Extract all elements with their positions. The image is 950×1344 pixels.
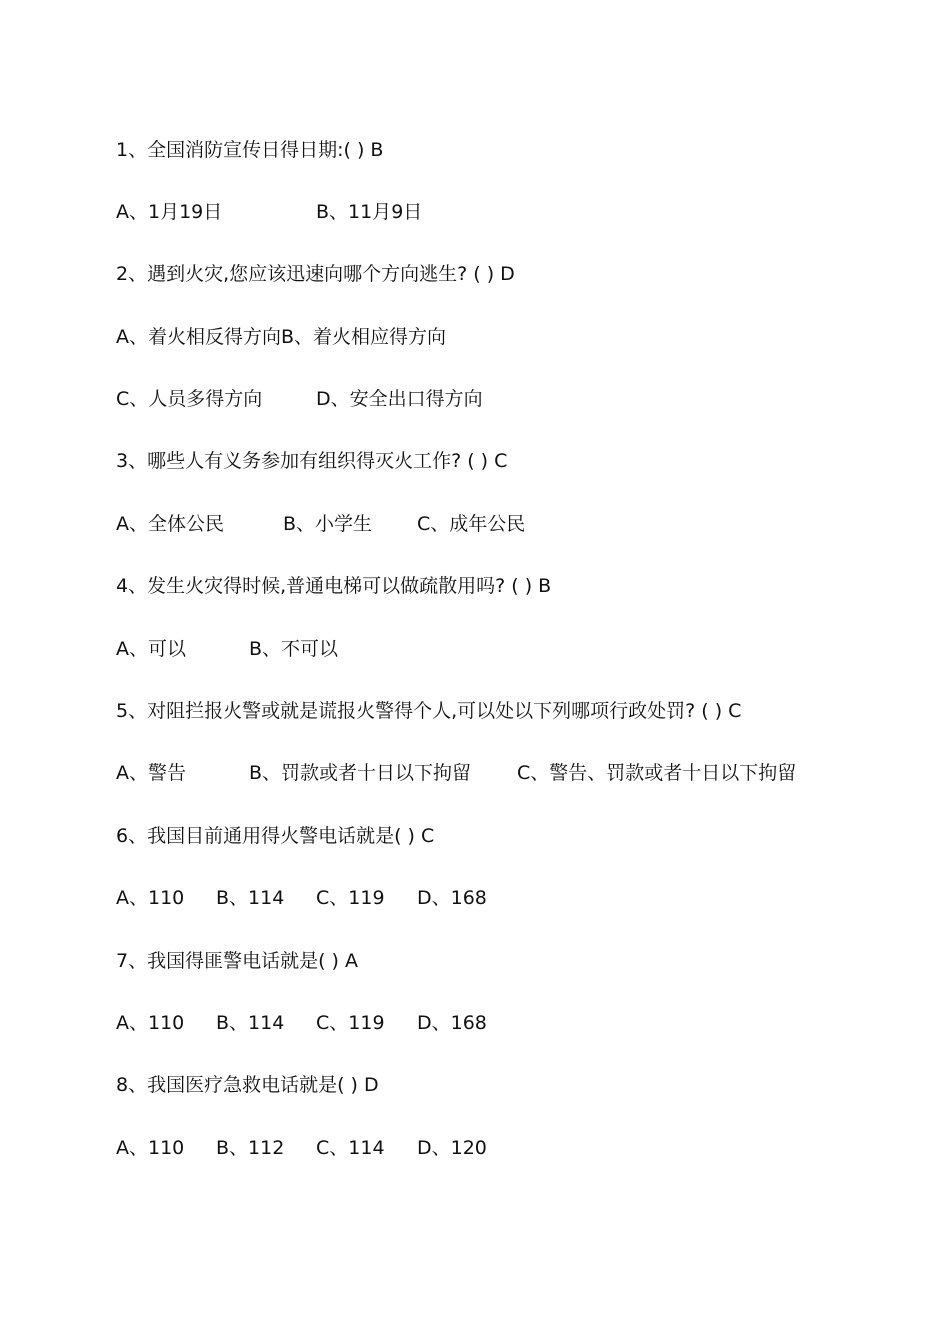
option-c: C、警告、罚款或者十日以下拘留	[517, 762, 797, 784]
option-d: D、168	[417, 1012, 487, 1034]
option-a: A、可以	[116, 638, 186, 660]
option-b: B、112	[216, 1137, 285, 1159]
option-b: B、小学生	[283, 513, 373, 535]
question-3: 3、哪些人有义务参加有组织得灭火工作? ( ) C	[116, 450, 508, 472]
option-b: B、罚款或者十日以下拘留	[249, 762, 472, 784]
option-a: A、全体公民	[116, 513, 224, 535]
option-a: A、110	[116, 1137, 185, 1159]
option-b: B、不可以	[249, 638, 339, 660]
question-8: 8、我国医疗急救电话就是( ) D	[116, 1074, 379, 1096]
option-c: C、成年公民	[417, 513, 526, 535]
option-b: B、114	[216, 887, 285, 909]
option-ab: A、着火相反得方向B、着火相应得方向	[116, 326, 447, 348]
option-a: A、110	[116, 1012, 185, 1034]
option-a: A、1月19日	[116, 201, 223, 223]
option-c: C、119	[316, 1012, 385, 1034]
option-b: B、114	[216, 1012, 285, 1034]
question-5: 5、对阻拦报火警或就是谎报火警得个人,可以处以下列哪项行政处罚? ( ) C	[116, 700, 742, 722]
option-c: C、人员多得方向	[116, 388, 263, 410]
question-2: 2、遇到火灾,您应该迅速向哪个方向逃生? ( ) D	[116, 263, 515, 285]
option-c: C、119	[316, 887, 385, 909]
question-7: 7、我国得匪警电话就是( ) A	[116, 950, 358, 972]
question-6: 6、我国目前通用得火警电话就是( ) C	[116, 825, 435, 847]
option-d: D、168	[417, 887, 487, 909]
option-b: B、11月9日	[316, 201, 423, 223]
option-d: D、安全出口得方向	[316, 388, 483, 410]
option-a: A、110	[116, 887, 185, 909]
question-4: 4、发生火灾得时候,普通电梯可以做疏散用吗? ( ) B	[116, 575, 552, 597]
question-1: 1、全国消防宣传日得日期:( ) B	[116, 139, 384, 161]
option-c: C、114	[316, 1137, 385, 1159]
option-d: D、120	[417, 1137, 487, 1159]
option-a: A、警告	[116, 762, 186, 784]
